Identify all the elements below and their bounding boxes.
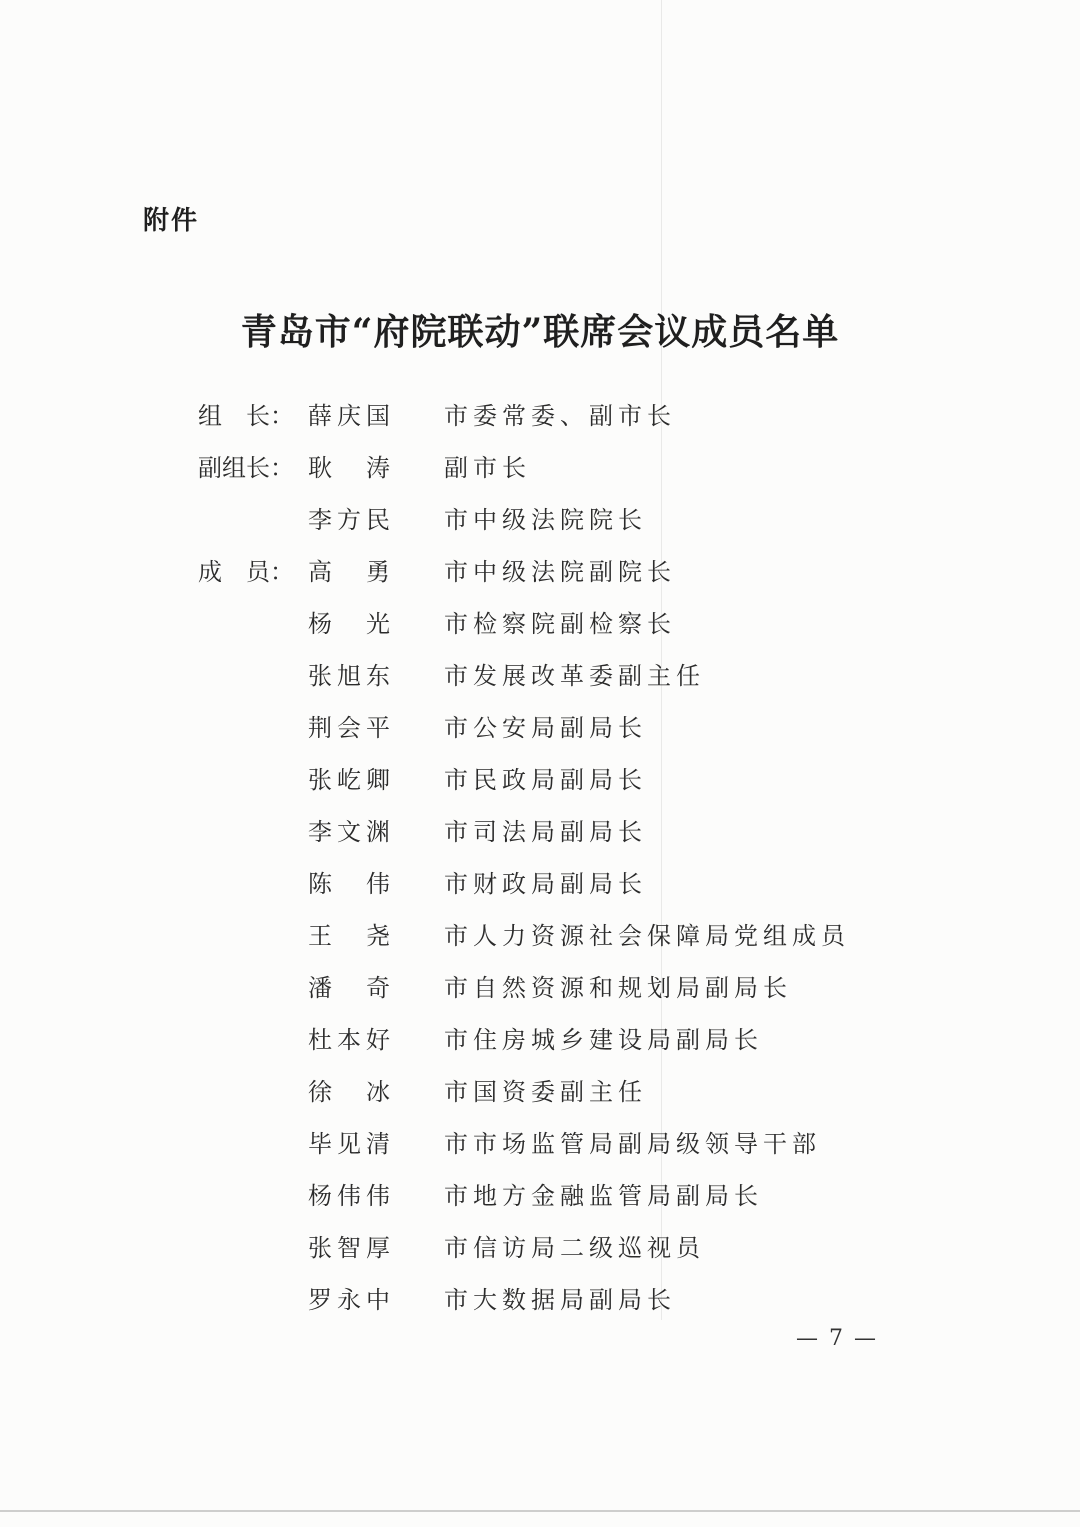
member-position: 市检察院副检察长 xyxy=(444,610,676,638)
member-row xyxy=(0,1124,1080,1164)
member-position: 市信访局二级巡视员 xyxy=(444,1234,705,1262)
member-row xyxy=(0,812,1080,852)
member-row xyxy=(0,448,1080,488)
member-position: 市地方金融监管局副局长 xyxy=(444,1182,763,1210)
member-position: 市国资委副主任 xyxy=(444,1078,647,1106)
member-name: 耿 涛 xyxy=(308,454,395,482)
member-name: 杨伟伟 xyxy=(308,1182,395,1210)
member-position: 市住房城乡建设局副局长 xyxy=(444,1026,763,1054)
member-position: 市财政局副局长 xyxy=(444,870,647,898)
member-row xyxy=(0,1176,1080,1216)
member-name: 张屹卿 xyxy=(308,766,395,794)
member-name: 罗永中 xyxy=(308,1286,395,1314)
attachment-label: 附件 xyxy=(143,206,200,236)
member-position: 市委常委、副市长 xyxy=(444,402,676,430)
member-row xyxy=(0,968,1080,1008)
member-position: 市发展改革委副主任 xyxy=(444,662,705,690)
member-name: 荆会平 xyxy=(308,714,395,742)
member-position: 市市场监管局副局级领导干部 xyxy=(444,1130,821,1158)
member-role: 副组长： xyxy=(198,454,294,482)
member-row xyxy=(0,656,1080,696)
member-position: 市人力资源社会保障局党组成员 xyxy=(444,922,850,950)
member-row xyxy=(0,916,1080,956)
member-row xyxy=(0,396,1080,436)
member-name: 张智厚 xyxy=(308,1234,395,1262)
member-name: 杨 光 xyxy=(308,610,395,638)
page-number: — 7 — xyxy=(796,1326,878,1351)
member-position: 市公安局副局长 xyxy=(444,714,647,742)
member-row xyxy=(0,604,1080,644)
member-name: 李文渊 xyxy=(308,818,395,846)
member-name: 毕见清 xyxy=(308,1130,395,1158)
member-row xyxy=(0,760,1080,800)
member-position: 市司法局副局长 xyxy=(444,818,647,846)
member-position: 副市长 xyxy=(444,454,531,482)
member-role: 组 长： xyxy=(198,402,294,430)
member-name: 陈 伟 xyxy=(308,870,395,898)
member-row xyxy=(0,500,1080,540)
member-name: 李方民 xyxy=(308,506,395,534)
member-row xyxy=(0,1020,1080,1060)
member-name: 张旭东 xyxy=(308,662,395,690)
member-name: 徐 冰 xyxy=(308,1078,395,1106)
member-row xyxy=(0,552,1080,592)
member-position: 市自然资源和规划局副局长 xyxy=(444,974,792,1002)
member-row xyxy=(0,864,1080,904)
member-name: 薛庆国 xyxy=(308,402,395,430)
member-position: 市民政局副局长 xyxy=(444,766,647,794)
member-name: 王 尧 xyxy=(308,922,395,950)
member-row xyxy=(0,708,1080,748)
member-role: 成 员： xyxy=(198,558,294,586)
member-position: 市中级法院院长 xyxy=(444,506,647,534)
document-title: 青岛市“府院联动”联席会议成员名单 xyxy=(240,311,840,353)
member-position: 市大数据局副局长 xyxy=(444,1286,676,1314)
member-name: 杜本好 xyxy=(308,1026,395,1054)
member-row xyxy=(0,1280,1080,1320)
member-row xyxy=(0,1228,1080,1268)
member-name: 高 勇 xyxy=(308,558,395,586)
member-row xyxy=(0,1072,1080,1112)
member-name: 潘 奇 xyxy=(308,974,395,1002)
member-position: 市中级法院副院长 xyxy=(444,558,676,586)
